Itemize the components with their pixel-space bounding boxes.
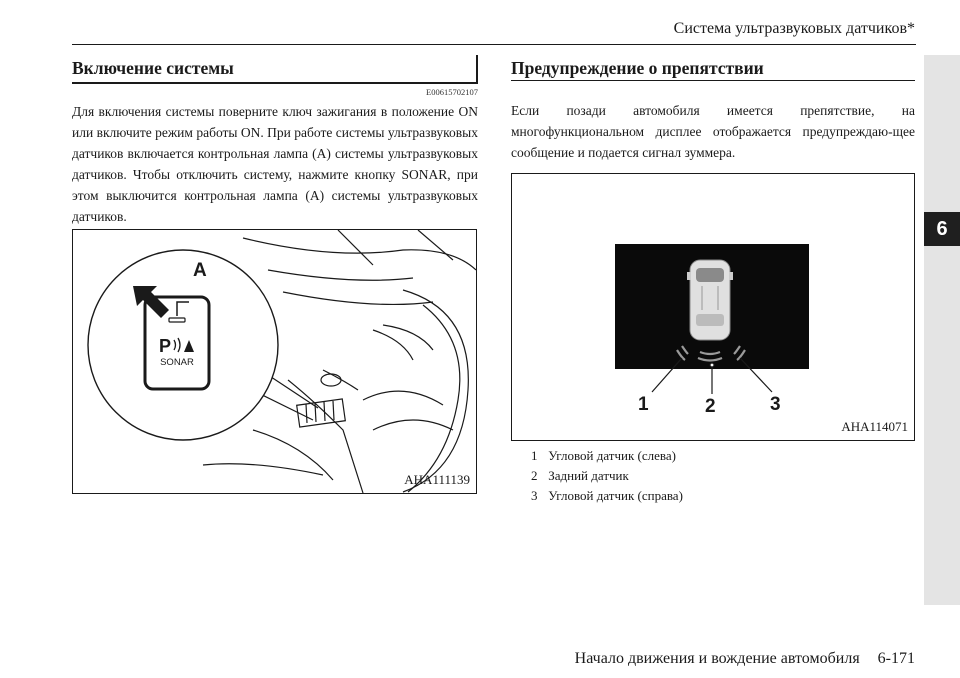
indicator-lamp: [169, 318, 185, 322]
chapter-side-strip: [924, 55, 960, 605]
document-code: E00615702107: [426, 87, 478, 97]
legend-text: Задний датчик: [548, 468, 629, 483]
section-rule: [72, 82, 478, 84]
callout-number-1: 1: [638, 394, 649, 415]
legend-item: [531, 466, 683, 486]
legend-item: [531, 446, 683, 466]
paragraph-obstacle-warning: Если позади автомобиля имеется препятствие, на многофункциональном дисплее отображается предупреждаю-щее сообщение и подается сигнал зуммера.: [511, 103, 915, 160]
sonar-button-text: SONAR: [160, 357, 194, 368]
section-rule-right: [511, 80, 915, 81]
dashboard-illustration: [73, 230, 476, 493]
sonar-p-symbol: P: [159, 336, 172, 356]
callout-legend: [531, 446, 683, 506]
legend-number: 1: [531, 448, 538, 463]
figure-rear-sensors: [511, 173, 915, 441]
chapter-tab-number[interactable]: 6: [924, 212, 960, 246]
footer-section-name: Начало движения и вождение автомобиля: [574, 650, 860, 667]
legend-number: 3: [531, 488, 538, 503]
running-header: Система ультразвуковых датчиков*: [673, 20, 915, 37]
figure-label-left: AHA111139: [404, 472, 470, 487]
page-footer: [575, 650, 915, 668]
paragraph-switching-on: Для включения системы поверните ключ зажигания в положение ON или включите режим работы ON. При работе системы ультразвуковых датчиков включается контрольная лампа (A) системы ультразвуковых датчиков. Чтобы отключить систему, нажмите кнопку SONAR, при этом выключится контрольная лампа (A) системы ультразвуковых датчиков.: [72, 104, 478, 224]
marker-a-label: A: [193, 260, 207, 281]
figure-label-right: AHA114071: [841, 419, 908, 434]
section-rule-vertical: [476, 55, 478, 84]
header-rule: [72, 44, 916, 45]
page-number: 6-171: [877, 650, 915, 667]
legend-item: [531, 486, 683, 506]
figure-sonar-button: [72, 229, 477, 494]
legend-text: Угловой датчик (слева): [548, 448, 676, 463]
legend-number: 2: [531, 468, 538, 483]
legend-text: Угловой датчик (справа): [548, 488, 683, 503]
section-title-obstacle-warning: Предупреждение о препятствии: [511, 58, 764, 78]
section-title-switching-on: Включение системы: [72, 58, 234, 78]
rear-sensor-illustration: [512, 174, 914, 440]
car-top-view-icon: [687, 260, 733, 340]
callout-number-3: 3: [770, 394, 781, 415]
callout-number-2: 2: [705, 396, 716, 417]
